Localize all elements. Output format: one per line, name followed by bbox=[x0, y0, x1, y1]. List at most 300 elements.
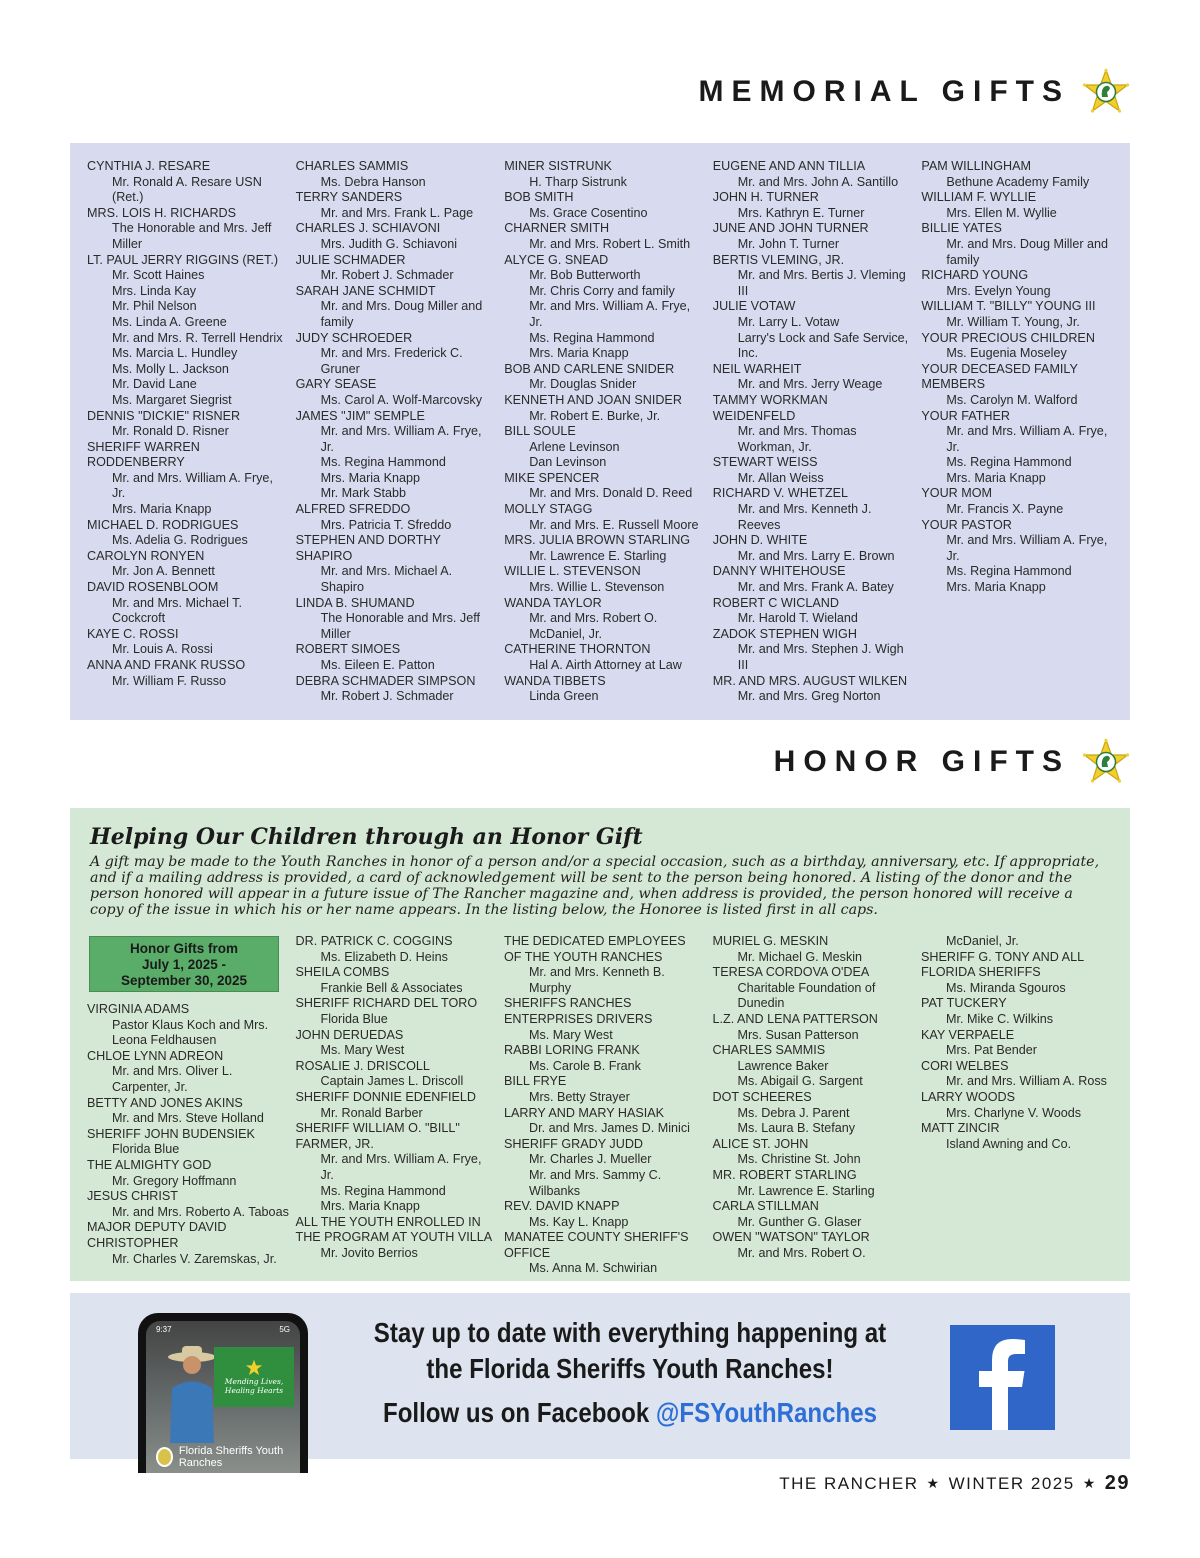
memorial-entry bbox=[87, 409, 288, 440]
memorial-honoree-name: JAMES "JIM" SEMPLE bbox=[295, 408, 425, 423]
honor-entry bbox=[296, 1028, 499, 1059]
memorial-honoree-name: TAMMY WORKMAN WEIDENFELD bbox=[712, 392, 828, 423]
memorial-entry bbox=[713, 596, 914, 627]
memorial-honoree-name: SARAH JANE SCHMIDT bbox=[295, 283, 436, 298]
banner-follow-line bbox=[363, 1395, 896, 1431]
memorial-entry bbox=[921, 331, 1122, 362]
honor-entry bbox=[713, 1090, 916, 1137]
honor-entry bbox=[713, 965, 916, 1012]
honor-entry bbox=[504, 1106, 707, 1137]
honor-honoree-name: SHERIFF JOHN BUDENSIEK bbox=[87, 1126, 255, 1141]
honor-entry bbox=[504, 934, 707, 996]
memorial-honoree-name: MRS. LOIS H. RICHARDS bbox=[87, 205, 237, 220]
honor-honoree-name: TERESA CORDOVA O'DEA bbox=[712, 965, 870, 980]
cowboy-photo-icon bbox=[162, 1343, 222, 1443]
honor-entry bbox=[87, 1158, 290, 1189]
memorial-honoree-name: CYNTHIA J. RESARE bbox=[87, 159, 211, 173]
honor-honoree-name: CHLOE LYNN ADREON bbox=[87, 1048, 224, 1063]
honor-entry bbox=[713, 1012, 916, 1043]
honor-honoree-name: L.Z. AND LENA PATTERSON bbox=[712, 1011, 878, 1026]
honor-honoree-name: JESUS CHRIST bbox=[87, 1189, 178, 1204]
memorial-donor-name: Ms. Carolyn M. Walford bbox=[946, 392, 1078, 407]
memorial-honoree-name: YOUR PRECIOUS CHILDREN bbox=[921, 330, 1095, 345]
memorial-entry bbox=[296, 533, 497, 595]
memorial-donor-name: Mrs. Patricia T. Sfreddo bbox=[320, 517, 452, 532]
honor-honoree-name: LARRY AND MARY HASIAK bbox=[504, 1105, 665, 1120]
honor-donor-name: Captain James L. Driscoll bbox=[320, 1074, 464, 1089]
memorial-donor-name: Mrs. Ellen M. Wyllie bbox=[946, 205, 1057, 220]
honor-donor-name: Mrs. Maria Knapp bbox=[320, 1199, 420, 1214]
memorial-honoree-name: DENNIS "DICKIE" RISNER bbox=[87, 408, 241, 423]
honor-entry bbox=[921, 934, 1124, 950]
issue-name: WINTER 2025 bbox=[948, 1473, 1075, 1493]
memorial-entry bbox=[296, 502, 497, 533]
honor-honoree-name: SHERIFF RICHARD DEL TORO bbox=[295, 996, 478, 1011]
honor-donor-name: McDaniel, Jr. bbox=[946, 934, 1019, 948]
memorial-donor-name: Mrs. Maria Knapp bbox=[529, 346, 629, 361]
memorial-honoree-name: BOB SMITH bbox=[504, 190, 574, 205]
memorial-donor-name: H. Tharp Sistrunk bbox=[529, 174, 627, 189]
banner-line-2: the Florida Sheriffs Youth Ranches! bbox=[426, 1353, 834, 1384]
honor-honoree-name: THE ALMIGHTY GOD bbox=[87, 1157, 212, 1172]
memorial-honoree-name: JUDY SCHROEDER bbox=[295, 330, 413, 345]
memorial-honoree-name: MOLLY STAGG bbox=[504, 502, 593, 517]
honor-gifts-panel bbox=[70, 808, 1130, 1281]
memorial-entry bbox=[296, 596, 497, 643]
honor-column bbox=[296, 934, 505, 1277]
memorial-donor-name: Hal A. Airth Attorney at Law bbox=[529, 658, 682, 672]
memorial-donor-name: Mr. and Mrs. Michael A. Shapiro bbox=[320, 564, 453, 595]
sheriff-star-icon bbox=[1082, 738, 1130, 786]
memorial-entry bbox=[504, 393, 705, 424]
memorial-honoree-name: TERRY SANDERS bbox=[295, 190, 403, 205]
memorial-honoree-name: JULIE SCHMADER bbox=[295, 252, 406, 267]
memorial-entry bbox=[296, 159, 497, 190]
memorial-header bbox=[699, 68, 1130, 116]
publication-name: THE RANCHER bbox=[779, 1473, 919, 1493]
memorial-donor-name: Mr. and Mrs. R. Terrell Hendrix bbox=[112, 330, 283, 345]
memorial-donor-name: Mr. Scott Haines bbox=[112, 268, 205, 283]
honor-donor-name: Ms. Christine St. John bbox=[737, 1152, 861, 1167]
memorial-entry bbox=[921, 159, 1122, 190]
phone-logo-text: Mending Lives, Healing Hearts bbox=[224, 1377, 284, 1395]
memorial-donor-name: Ms. Regina Hammond bbox=[946, 564, 1072, 579]
memorial-column bbox=[921, 159, 1130, 705]
honor-donor-name: Ms. Mary West bbox=[320, 1043, 405, 1058]
honor-honoree-name: PAT TUCKERY bbox=[921, 996, 1007, 1011]
honor-entry bbox=[504, 1137, 707, 1199]
memorial-honoree-name: ALFRED SFREDDO bbox=[295, 502, 411, 517]
memorial-donor-name: Mr. Phil Nelson bbox=[112, 299, 197, 314]
memorial-donor-name: Mr. and Mrs. Frank A. Batey bbox=[737, 580, 894, 595]
memorial-entry bbox=[87, 206, 288, 253]
memorial-honoree-name: CAROLYN RONYEN bbox=[87, 548, 205, 563]
honor-entry bbox=[87, 1049, 290, 1096]
honor-intro bbox=[70, 808, 1130, 918]
honor-column bbox=[87, 934, 296, 1277]
memorial-donor-name: Ms. Regina Hammond bbox=[320, 455, 446, 470]
banner-line-1: Stay up to date with everything happening at bbox=[373, 1317, 887, 1348]
phone-time: 9:37 bbox=[156, 1325, 172, 1334]
memorial-entry bbox=[713, 564, 914, 595]
memorial-honoree-name: CHARLES J. SCHIAVONI bbox=[295, 221, 441, 236]
memorial-entry bbox=[296, 642, 497, 673]
honor-donor-name: Mrs. Betty Strayer bbox=[529, 1089, 630, 1104]
honor-entry bbox=[296, 965, 499, 996]
memorial-entry bbox=[87, 253, 288, 409]
memorial-entry bbox=[296, 331, 497, 378]
honor-donor-name: Mr. Gunther G. Glaser bbox=[737, 1214, 862, 1229]
honor-donor-name: Island Awning and Co. bbox=[946, 1136, 1072, 1151]
honor-donor-name: Mrs. Susan Patterson bbox=[737, 1027, 859, 1042]
honor-entry bbox=[87, 1127, 290, 1158]
memorial-entry bbox=[921, 190, 1122, 221]
memorial-donor-name: Mr. and Mrs. Doug Miller and family bbox=[320, 299, 483, 329]
honor-donor-name: Florida Blue bbox=[112, 1142, 180, 1157]
honor-donor-name: Mrs. Pat Bender bbox=[946, 1043, 1037, 1058]
phone-logo-card bbox=[214, 1347, 294, 1407]
honor-honoree-name: ALICE ST. JOHN bbox=[712, 1136, 809, 1151]
memorial-donor-name: Arlene Levinson bbox=[529, 439, 620, 454]
memorial-entry bbox=[87, 627, 288, 658]
memorial-honoree-name: DAVID ROSENBLOOM bbox=[87, 580, 219, 595]
memorial-donor-name: Ms. Regina Hammond bbox=[946, 455, 1072, 470]
honor-entry bbox=[921, 1028, 1124, 1059]
memorial-donor-name: Ms. Linda A. Greene bbox=[112, 314, 227, 329]
memorial-honoree-name: BERTIS VLEMING, JR. bbox=[712, 252, 845, 267]
phone-caption bbox=[156, 1445, 300, 1469]
memorial-honoree-name: ZADOK STEPHEN WIGH bbox=[712, 626, 857, 641]
phone-status-bar bbox=[156, 1325, 290, 1334]
memorial-entry bbox=[504, 564, 705, 595]
honor-honoree-name: MR. ROBERT STARLING bbox=[712, 1167, 857, 1182]
memorial-honoree-name: ALYCE G. SNEAD bbox=[504, 252, 609, 267]
memorial-donor-name: Mr. and Mrs. Greg Norton bbox=[737, 689, 881, 704]
honor-entry bbox=[713, 1137, 916, 1168]
page-footer bbox=[779, 1472, 1130, 1495]
memorial-donor-name: Linda Green bbox=[529, 689, 599, 704]
memorial-entry bbox=[87, 159, 288, 206]
memorial-donor-name: Mrs. Maria Knapp bbox=[946, 580, 1046, 595]
memorial-honoree-name: CHARNER SMITH bbox=[504, 221, 610, 236]
memorial-donor-name: Mr. and Mrs. Doug Miller and family bbox=[946, 236, 1109, 267]
honor-entry bbox=[87, 1220, 290, 1267]
honor-donor-name: Mr. and Mrs. Sammy C. Wilbanks bbox=[529, 1167, 662, 1198]
memorial-honoree-name: RICHARD YOUNG bbox=[921, 268, 1029, 283]
honor-honoree-name: SHEILA COMBS bbox=[295, 965, 390, 980]
honor-honoree-name: VIRGINIA ADAMS bbox=[87, 1002, 190, 1016]
honor-donor-name: Ms. Miranda Sgouros bbox=[946, 980, 1066, 995]
memorial-donor-name: Mrs. Linda Kay bbox=[112, 283, 196, 298]
memorial-donor-name: Mrs. Evelyn Young bbox=[946, 283, 1051, 298]
memorial-donor-name: Mr. David Lane bbox=[112, 377, 197, 392]
memorial-honoree-name: WILLIE L. STEVENSON bbox=[504, 564, 641, 579]
memorial-donor-name: Mrs. Willie L. Stevenson bbox=[529, 580, 665, 595]
memorial-entry bbox=[504, 502, 705, 533]
honor-honoree-name: SHERIFF DONNIE EDENFIELD bbox=[295, 1089, 477, 1104]
honor-donor-name: Frankie Bell & Associates bbox=[320, 980, 463, 995]
memorial-entry bbox=[921, 299, 1122, 330]
memorial-honoree-name: WANDA TAYLOR bbox=[504, 595, 602, 610]
honor-donor-name: Mr. and Mrs. Oliver L. Carpenter, Jr. bbox=[112, 1064, 233, 1094]
honor-donor-name: Ms. Anna M. Schwirian bbox=[529, 1261, 658, 1276]
honor-honoree-name: BETTY AND JONES AKINS bbox=[87, 1095, 243, 1110]
memorial-donor-name: Mr. and Mrs. Stephen J. Wigh III bbox=[737, 642, 904, 672]
memorial-donor-name: Mr. and Mrs. John A. Santillo bbox=[737, 174, 899, 189]
memorial-donor-name: Mr. Ronald A. Resare USN (Ret.) bbox=[112, 174, 262, 205]
memorial-honoree-name: JOHN H. TURNER bbox=[712, 190, 819, 205]
honor-entry bbox=[713, 1230, 916, 1261]
honor-donor-name: Mr. Gregory Hoffmann bbox=[112, 1173, 237, 1188]
memorial-honoree-name: YOUR FATHER bbox=[921, 408, 1011, 423]
banner-text bbox=[363, 1315, 896, 1431]
memorial-honoree-name: CHARLES SAMMIS bbox=[295, 159, 409, 173]
memorial-donor-name: Mrs. Kathryn E. Turner bbox=[737, 205, 865, 220]
honor-entry bbox=[296, 996, 499, 1027]
memorial-honoree-name: KAYE C. ROSSI bbox=[87, 626, 179, 641]
memorial-honoree-name: YOUR DECEASED FAMILY MEMBERS bbox=[921, 361, 1078, 392]
memorial-honoree-name: LINDA B. SHUMAND bbox=[295, 595, 415, 610]
honor-donor-name: Mr. Charles J. Mueller bbox=[529, 1152, 652, 1167]
honor-donor-name: Charitable Foundation of Dunedin bbox=[737, 980, 876, 1011]
memorial-honoree-name: DANNY WHITEHOUSE bbox=[712, 564, 846, 579]
memorial-entry bbox=[713, 455, 914, 486]
honor-honoree-name: RABBI LORING FRANK bbox=[504, 1043, 640, 1058]
memorial-donor-name: Mr. William T. Young, Jr. bbox=[946, 314, 1080, 329]
memorial-donor-name: Mr. Francis X. Payne bbox=[946, 502, 1064, 517]
facebook-icon[interactable] bbox=[950, 1325, 1055, 1430]
profile-avatar-icon bbox=[156, 1447, 173, 1467]
honor-honoree-name: CARLA STILLMAN bbox=[712, 1199, 819, 1214]
memorial-donor-name: Mr. Lawrence E. Starling bbox=[529, 548, 667, 563]
honor-donor-name: Pastor Klaus Koch and Mrs. Leona Feldhausen bbox=[112, 1017, 269, 1048]
honor-donor-name: Ms. Mary West bbox=[529, 1027, 613, 1042]
memorial-entry bbox=[921, 221, 1122, 268]
memorial-honoree-name: ROBERT SIMOES bbox=[295, 642, 401, 657]
honor-entry bbox=[296, 934, 499, 965]
honor-donor-name: Lawrence Baker bbox=[737, 1058, 829, 1073]
memorial-entry bbox=[87, 518, 288, 549]
memorial-donor-name: Mr. and Mrs. William A. Frye, Jr. bbox=[320, 424, 482, 454]
phone-mockup bbox=[138, 1313, 308, 1473]
memorial-donor-name: Ms. Carol A. Wolf-Marcovsky bbox=[320, 392, 483, 407]
honor-honoree-name: LARRY WOODS bbox=[921, 1089, 1016, 1104]
memorial-entry bbox=[713, 253, 914, 300]
memorial-donor-name: Mr. and Mrs. E. Russell Moore bbox=[529, 517, 699, 532]
follow-prefix: Follow us on Facebook bbox=[383, 1397, 656, 1428]
memorial-entry bbox=[713, 362, 914, 393]
memorial-column bbox=[87, 159, 296, 705]
memorial-honoree-name: JOHN D. WHITE bbox=[712, 533, 808, 548]
honor-entry bbox=[296, 1215, 499, 1262]
memorial-donor-name: Mrs. Judith G. Schiavoni bbox=[320, 236, 458, 251]
memorial-entry bbox=[921, 486, 1122, 517]
facebook-banner[interactable] bbox=[70, 1293, 1130, 1469]
honor-entry bbox=[504, 1199, 707, 1230]
memorial-entry bbox=[504, 159, 705, 190]
honor-donor-name: Ms. Regina Hammond bbox=[320, 1183, 446, 1198]
memorial-donor-name: Mr. Robert J. Schmader bbox=[320, 689, 454, 704]
memorial-donor-name: Ms. Grace Cosentino bbox=[529, 205, 648, 220]
memorial-donor-name: Ms. Eugenia Moseley bbox=[946, 346, 1067, 361]
memorial-entry bbox=[296, 253, 497, 284]
memorial-donor-name: Mr. and Mrs. Jerry Weage bbox=[737, 377, 883, 392]
footer-star-separator: ★ bbox=[1082, 1475, 1097, 1491]
memorial-entry bbox=[713, 674, 914, 705]
memorial-donor-name: Mr. and Mrs. William A. Frye, Jr. bbox=[946, 533, 1108, 563]
memorial-donor-name: Ms. Regina Hammond bbox=[529, 330, 655, 345]
date-range-line: September 30, 2025 bbox=[120, 973, 248, 988]
memorial-entry bbox=[296, 284, 497, 331]
honor-donor-name: Mr. and Mrs. William A. Frye, Jr. bbox=[320, 1152, 482, 1182]
memorial-honoree-name: ANNA AND FRANK RUSSO bbox=[87, 658, 246, 672]
memorial-entry bbox=[713, 221, 914, 252]
memorial-donor-name: Mrs. Maria Knapp bbox=[112, 502, 212, 517]
memorial-donor-name: Ms. Margaret Siegrist bbox=[112, 392, 232, 407]
page-number: 29 bbox=[1104, 1472, 1130, 1494]
memorial-donor-name: The Honorable and Mrs. Jeff Miller bbox=[320, 611, 480, 641]
honor-entry bbox=[921, 950, 1124, 997]
memorial-donor-name: Mr. and Mrs. Frank L. Page bbox=[320, 205, 474, 220]
memorial-honoree-name: JUNE AND JOHN TURNER bbox=[712, 221, 869, 236]
memorial-honoree-name: DEBRA SCHMADER SIMPSON bbox=[295, 673, 476, 688]
memorial-donor-name: Mr. and Mrs. Donald D. Reed bbox=[529, 486, 693, 501]
memorial-entry bbox=[921, 268, 1122, 299]
memorial-honoree-name: MINER SISTRUNK bbox=[504, 159, 612, 173]
honor-donor-name: Florida Blue bbox=[320, 1011, 388, 1026]
honor-entry bbox=[713, 1043, 916, 1090]
memorial-donor-name: Mr. and Mrs. Michael T. Cockcroft bbox=[112, 595, 242, 626]
memorial-entry bbox=[921, 518, 1122, 596]
honor-honoree-name: CHARLES SAMMIS bbox=[712, 1043, 826, 1058]
memorial-title: MEMORIAL GIFTS bbox=[698, 75, 1070, 108]
memorial-entry bbox=[713, 190, 914, 221]
memorial-column bbox=[504, 159, 713, 705]
memorial-entry bbox=[504, 674, 705, 705]
honor-honoree-name: MANATEE COUNTY SHERIFF'S OFFICE bbox=[504, 1230, 689, 1260]
memorial-donor-name: Dan Levinson bbox=[529, 455, 607, 470]
honor-honoree-name: BILL FRYE bbox=[504, 1074, 567, 1089]
memorial-entry bbox=[921, 362, 1122, 409]
memorial-honoree-name: EUGENE AND ANN TILLIA bbox=[712, 159, 866, 173]
memorial-donor-name: Mr. Chris Corry and family bbox=[529, 283, 675, 298]
honor-donor-name: Mr. Mike C. Wilkins bbox=[946, 1011, 1054, 1026]
memorial-honoree-name: YOUR MOM bbox=[921, 486, 993, 501]
memorial-honoree-name: MRS. JULIA BROWN STARLING bbox=[504, 533, 691, 548]
date-range-line: July 1, 2025 - bbox=[141, 957, 227, 972]
honor-honoree-name: CORI WELBES bbox=[921, 1058, 1009, 1073]
honor-donor-name: Dr. and Mrs. James D. Minici bbox=[529, 1121, 690, 1136]
memorial-donor-name: Mr. and Mrs. Frederick C. Gruner bbox=[320, 346, 463, 376]
honor-entry bbox=[921, 996, 1124, 1027]
memorial-honoree-name: SHERIFF WARREN RODDENBERRY bbox=[87, 439, 200, 470]
memorial-entry bbox=[504, 471, 705, 502]
memorial-entry bbox=[713, 159, 914, 190]
honor-entry bbox=[87, 1189, 290, 1220]
memorial-donor-name: Mr. and Mrs. Robert L. Smith bbox=[529, 236, 691, 251]
memorial-entry bbox=[87, 440, 288, 518]
honor-entry bbox=[504, 1230, 707, 1277]
memorial-entry bbox=[296, 377, 497, 408]
honor-donor-name: Mr. Charles V. Zaremskas, Jr. bbox=[112, 1251, 277, 1266]
memorial-honoree-name: PAM WILLINGHAM bbox=[921, 159, 1031, 173]
honor-donor-name: Mr. and Mrs. Steve Holland bbox=[112, 1111, 264, 1126]
memorial-entry bbox=[504, 533, 705, 564]
honor-entry bbox=[504, 1074, 707, 1105]
honor-honoree-name: ROSALIE J. DRISCOLL bbox=[295, 1058, 430, 1073]
memorial-entry bbox=[713, 299, 914, 361]
memorial-donor-name: Mr. Ronald D. Risner bbox=[112, 424, 229, 439]
memorial-entry bbox=[296, 221, 497, 252]
memorial-donor-name: Mr. William F. Russo bbox=[112, 673, 227, 688]
memorial-entry bbox=[87, 658, 288, 689]
memorial-honoree-name: WANDA TIBBETS bbox=[504, 673, 606, 688]
honor-honoree-name: OWEN "WATSON" TAYLOR bbox=[712, 1230, 870, 1245]
memorial-entry bbox=[504, 596, 705, 643]
honor-heading: Helping Our Children through an Honor Gift bbox=[90, 824, 643, 850]
honor-entry bbox=[713, 1199, 916, 1230]
memorial-entry bbox=[713, 533, 914, 564]
memorial-donor-name: Mr. and Mrs. Robert O. McDaniel, Jr. bbox=[529, 611, 658, 641]
honor-donor-name: Mr. Ronald Barber bbox=[320, 1105, 423, 1120]
memorial-donor-name: Mr. and Mrs. William A. Frye, Jr. bbox=[529, 299, 691, 329]
memorial-donor-name: Mr. and Mrs. Thomas Workman, Jr. bbox=[737, 424, 857, 454]
memorial-column bbox=[296, 159, 505, 705]
memorial-donor-name: Mr. and Mrs. William A. Frye, Jr. bbox=[112, 470, 273, 501]
memorial-honoree-name: YOUR PASTOR bbox=[921, 517, 1012, 532]
memorial-donor-name: The Honorable and Mrs. Jeff Miller bbox=[112, 221, 272, 251]
memorial-honoree-name: MIKE SPENCER bbox=[504, 470, 600, 485]
facebook-handle-link[interactable]: @FSYouthRanches bbox=[655, 1397, 877, 1428]
memorial-donor-name: Mr. Allan Weiss bbox=[737, 470, 824, 485]
sheriff-star-icon bbox=[1082, 68, 1130, 116]
memorial-donor-name: Mrs. Maria Knapp bbox=[320, 470, 420, 485]
honor-honoree-name: ALL THE YOUTH ENROLLED IN THE PROGRAM AT YOUTH VILLA bbox=[295, 1214, 493, 1245]
honor-entry bbox=[713, 1168, 916, 1199]
honor-entry bbox=[296, 1121, 499, 1215]
honor-entry bbox=[87, 1096, 290, 1127]
memorial-honoree-name: GARY SEASE bbox=[295, 377, 377, 392]
memorial-entry bbox=[296, 190, 497, 221]
memorial-donor-name: Mr. Douglas Snider bbox=[529, 377, 637, 392]
memorial-donor-name: Mr. and Mrs. Kenneth J. Reeves bbox=[737, 502, 872, 532]
honor-header bbox=[774, 738, 1130, 786]
memorial-donor-name: Mr. and Mrs. William A. Frye, Jr. bbox=[946, 424, 1108, 454]
honor-donor-name: Mr. and Mrs. Robert O. bbox=[737, 1245, 866, 1260]
memorial-donor-name: Ms. Eileen E. Patton bbox=[320, 658, 435, 672]
honor-entry bbox=[921, 1059, 1124, 1090]
memorial-honoree-name: LT. PAUL JERRY RIGGINS (RET.) bbox=[87, 252, 279, 267]
memorial-donor-name: Mr. Louis A. Rossi bbox=[112, 642, 213, 657]
honor-donor-name: Ms. Laura B. Stefany bbox=[737, 1121, 856, 1136]
memorial-donor-name: Mr. John T. Turner bbox=[737, 236, 840, 251]
honor-entry bbox=[296, 1090, 499, 1121]
memorial-donor-name: Mrs. Maria Knapp bbox=[946, 470, 1046, 485]
honor-column bbox=[504, 934, 713, 1277]
honor-honoree-name: MURIEL G. MESKIN bbox=[712, 934, 829, 948]
memorial-donor-name: Mr. and Mrs. Larry E. Brown bbox=[737, 548, 895, 563]
honor-honoree-name: SHERIFF WILLIAM O. "BILL" FARMER, JR. bbox=[295, 1121, 460, 1151]
memorial-entry bbox=[713, 393, 914, 455]
honor-entry bbox=[87, 1002, 290, 1049]
memorial-donor-name: Ms. Debra Hanson bbox=[320, 174, 426, 189]
memorial-entry bbox=[504, 642, 705, 673]
memorial-column bbox=[713, 159, 922, 705]
memorial-donor-name: Mr. Robert E. Burke, Jr. bbox=[529, 408, 661, 423]
memorial-donor-name: Bethune Academy Family bbox=[946, 174, 1090, 189]
memorial-donor-name: Mr. Robert J. Schmader bbox=[320, 268, 454, 283]
honor-description: A gift may be made to the Youth Ranches in honor of a person and/or a special occasion, such as a birthday, anniversary, etc. If appropriate, and if a mailing address is provided, a card of acknowledgement will be sent to the person being honored. A listing of the donor and the person honored will appear in a future issue of The Rancher magazine and, when address is provided, the person honored will receive a copy of the issue in which his or her name appears. In the listing below, the Honoree is listed first in all caps. bbox=[90, 854, 1100, 918]
